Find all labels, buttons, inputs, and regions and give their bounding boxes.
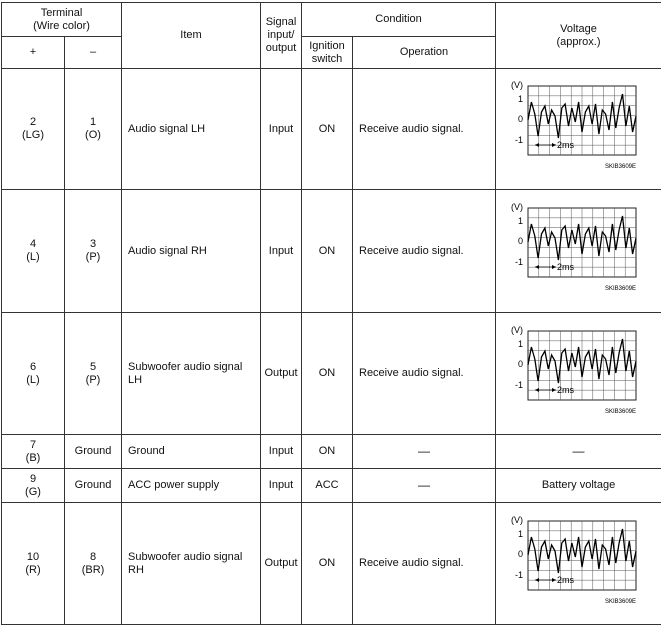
signal-direction: Input [261,69,302,190]
arrow-left-icon [535,578,539,582]
waveform-unit-label: (V) [511,80,523,90]
figure-code: SKIB3609E [604,409,635,415]
signal-direction: Input [261,469,302,503]
ignition-state: ON [302,313,353,435]
plus-terminal: 9 (G) [2,469,65,503]
item-name: Subwoofer audio signal LH [122,313,261,435]
signal-direction: Input [261,435,302,469]
figure-code: SKIB3609E [604,164,635,170]
waveform-tick-neg1: -1 [515,570,523,580]
voltage-cell [496,190,661,313]
item-name: Ground [122,435,261,469]
table-row [2,435,661,469]
figure-code: SKIB3609E [604,286,635,292]
table-row [2,503,661,625]
waveform-tick-1: 1 [518,339,523,349]
table-row [2,190,661,313]
ignition-header: Ignition switch [302,37,353,69]
ignition-state: ON [302,435,353,469]
waveform-tick-0: 0 [518,359,523,369]
operation-text: — [353,469,496,503]
signal-direction: Output [261,503,302,625]
waveform-tick-neg1: -1 [515,135,523,145]
time-scale-label: 2ms [557,575,575,585]
signal-direction: Input [261,190,302,313]
item-name: ACC power supply [122,469,261,503]
waveform-tick-0: 0 [518,549,523,559]
waveform-tick-0: 0 [518,236,523,246]
condition-header: Condition [302,3,496,37]
operation-text: Receive audio signal. [353,69,496,190]
minus-terminal: Ground [65,469,122,503]
plus-terminal: 6 (L) [2,313,65,435]
ignition-state: ON [302,69,353,190]
item-name: Audio signal LH [122,69,261,190]
plus-terminal: 4 (L) [2,190,65,313]
operation-text: Receive audio signal. [353,190,496,313]
waveform-unit-label: (V) [511,325,523,335]
waveform-diagram [504,514,654,614]
ignition-state: ON [302,503,353,625]
operation-text: Receive audio signal. [353,503,496,625]
minus-header: – [65,37,122,69]
arrow-left-icon [535,143,539,147]
voltage-cell [496,503,661,625]
table-row [2,469,661,503]
waveform-unit-label: (V) [511,515,523,525]
operation-text: — [353,435,496,469]
waveform-diagram [504,79,654,179]
plus-terminal: 7 (B) [2,435,65,469]
minus-terminal: 1 (O) [65,69,122,190]
item-name: Subwoofer audio signal RH [122,503,261,625]
arrow-right-icon [552,265,556,269]
item-name: Audio signal RH [122,190,261,313]
waveform-diagram [504,201,654,301]
voltage-cell [496,69,661,190]
waveform-unit-label: (V) [511,202,523,212]
table-row [2,69,661,190]
plus-header: + [2,37,65,69]
arrow-left-icon [535,265,539,269]
minus-terminal: 8 (BR) [65,503,122,625]
time-scale-label: 2ms [557,262,575,272]
plus-terminal: 2 (LG) [2,69,65,190]
voltage-cell [496,313,661,435]
terminal-header: Terminal (Wire color) [2,3,122,37]
arrow-right-icon [552,143,556,147]
voltage-text: Battery voltage [496,469,661,503]
minus-terminal: 3 (P) [65,190,122,313]
waveform-tick-1: 1 [518,529,523,539]
waveform-tick-1: 1 [518,94,523,104]
waveform-tick-neg1: -1 [515,380,523,390]
waveform-tick-1: 1 [518,216,523,226]
figure-code: SKIB3609E [604,599,635,605]
ignition-state: ON [302,190,353,313]
table-row [2,313,661,435]
waveform-tick-0: 0 [518,114,523,124]
waveform-diagram [504,324,654,424]
minus-terminal: 5 (P) [65,313,122,435]
arrow-right-icon [552,388,556,392]
ignition-state: ACC [302,469,353,503]
minus-terminal: Ground [65,435,122,469]
voltage-header: Voltage (approx.) [496,3,661,69]
signal-header: Signal input/ output [261,3,302,69]
plus-terminal: 10 (R) [2,503,65,625]
operation-text: Receive audio signal. [353,313,496,435]
item-header: Item [122,3,261,69]
voltage-text: — [496,435,661,469]
operation-header: Operation [353,37,496,69]
time-scale-label: 2ms [557,140,575,150]
waveform-tick-neg1: -1 [515,257,523,267]
connector-spec-table [1,2,661,625]
time-scale-label: 2ms [557,385,575,395]
arrow-left-icon [535,388,539,392]
signal-direction: Output [261,313,302,435]
arrow-right-icon [552,578,556,582]
